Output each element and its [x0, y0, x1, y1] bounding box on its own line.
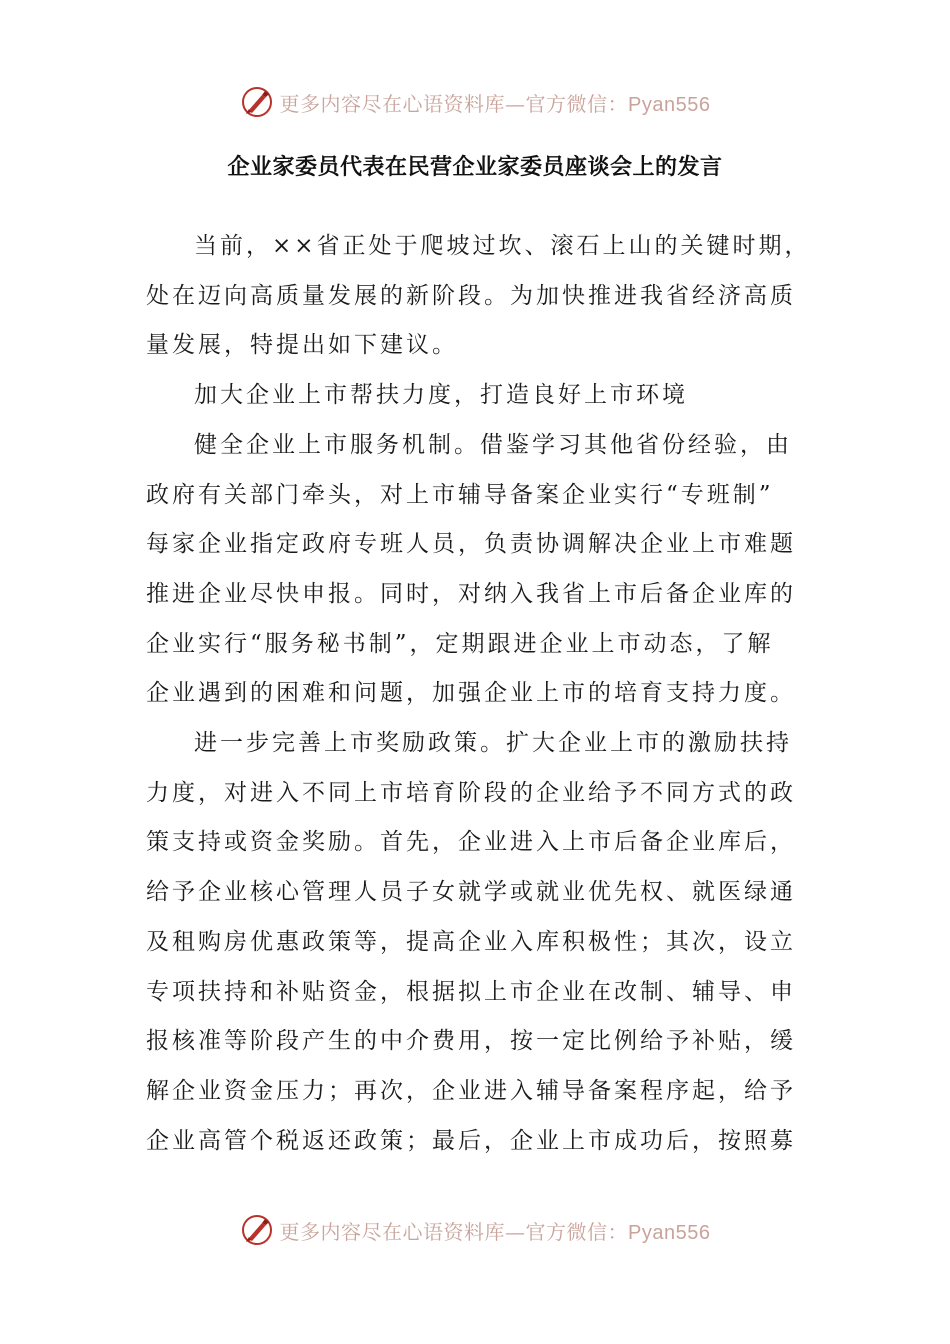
wechat-id: Pyan556: [628, 93, 711, 116]
body-line: 给予企业核心管理人员子女就学或就业优先权、就医绿通: [146, 879, 796, 906]
body-line: 策支持或资金奖励。首先，企业进入上市后备企业库后，: [146, 829, 796, 856]
body-line: 量发展，特提出如下建议。: [146, 332, 458, 359]
banner-text: 更多内容尽在心语资料库—官方微信：Pyan556: [279, 1219, 711, 1244]
body-line: 报核准等阶段产生的中介费用，按一定比例给予补贴，缓: [146, 1028, 796, 1055]
body-line: 每家企业指定政府专班人员，负责协调解决企业上市难题: [146, 531, 796, 558]
body-line: 专项扶持和补贴资金，根据拟上市企业在改制、辅导、申: [146, 978, 796, 1005]
body-line: 企业遇到的困难和问题，加强企业上市的培育支持力度。: [146, 680, 796, 707]
body-line: 及租购房优惠政策等，提高企业入库积极性；其次，设立: [146, 928, 796, 955]
body-line: 健全企业上市服务机制。借鉴学习其他省份经验，由: [194, 431, 792, 458]
body-line: 政府有关部门牵头，对上市辅导备案企业实行“专班制”: [146, 481, 774, 508]
body-line: 进一步完善上市奖励政策。扩大企业上市的激励扶持: [194, 730, 792, 757]
pen-logo-icon: [240, 1213, 274, 1247]
body-line: 处在迈向高质量发展的新阶段。为加快推进我省经济高质: [146, 282, 796, 309]
body-line: 解企业资金压力；再次，企业进入辅导备案程序起，给予: [146, 1077, 796, 1104]
body-line: 推进企业尽快申报。同时，对纳入我省上市后备企业库的: [146, 580, 796, 607]
body-line: 力度，对进入不同上市培育阶段的企业给予不同方式的政: [146, 779, 796, 806]
body-line: 企业高管个税返还政策；最后，企业上市成功后，按照募: [146, 1127, 796, 1154]
wechat-id: Pyan556: [628, 1221, 711, 1244]
body-line: 当前，××省正处于爬坡过坎、滚石上山的关键时期，: [194, 233, 811, 259]
banner-text: 更多内容尽在心语资料库—官方微信：Pyan556: [279, 91, 711, 116]
pen-logo-icon: [240, 85, 274, 119]
footer-banner: [0, 1210, 950, 1250]
header-banner: [0, 82, 950, 122]
body-line: 企业实行“服务秘书制”，定期跟进企业上市动态，了解: [146, 630, 774, 657]
section-heading: 加大企业上市帮扶力度，打造良好上市环境: [194, 382, 688, 409]
document-title: 企业家委员代表在民营企业家委员座谈会上的发言: [227, 155, 723, 180]
document-body: [146, 222, 812, 1166]
